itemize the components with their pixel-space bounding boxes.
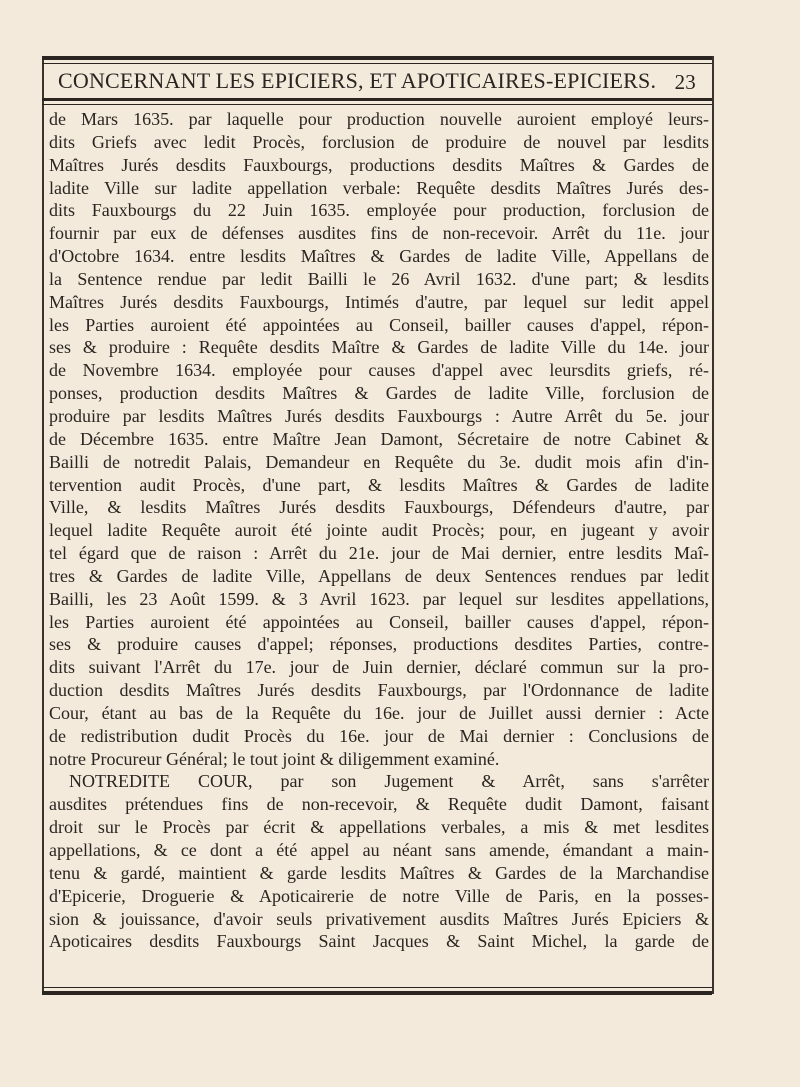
text-line: droit sur le Procès par écrit & appellations verbales, a mis & met lesdites bbox=[49, 817, 709, 838]
bottom-rule-thin bbox=[42, 987, 712, 988]
text-line: Apoticaires desdits Fauxbourgs Saint Jacques & Saint Michel, la garde de bbox=[49, 931, 709, 952]
running-head bbox=[58, 66, 698, 96]
text-line: de redistribution dudit Procès du 16e. jour de Mai dernier : Conclusions de bbox=[49, 725, 709, 746]
page-number: 23 bbox=[674, 70, 696, 94]
text-line: d'Octobre 1634. entre lesdits Maîtres & Gardes de ladite Ville, Appellans de bbox=[49, 246, 709, 267]
text-line: de Novembre 1634. employée pour causes d'appel avec leursdits griefs, ré- bbox=[49, 360, 709, 381]
text-line: les Parties auroient été appointées au Conseil, bailler causes d'appel, répon- bbox=[49, 611, 709, 632]
text-line: duction desdits Maîtres Jurés desdits Fauxbourgs, par l'Ordonnance de ladite bbox=[49, 680, 709, 701]
text-line: de Décembre 1635. entre Maître Jean Damont, Sécretaire de notre Cabinet & bbox=[49, 428, 709, 449]
text-line: les Parties auroient été appointées au Conseil, bailler causes d'appel, répon- bbox=[49, 314, 709, 335]
text-line: la Sentence rendue par ledit Bailli le 26 Avril 1632. d'une part; & lesdits bbox=[49, 268, 709, 289]
text-line: ponses, production desdits Maîtres & Gardes de ladite Ville, forclusion de bbox=[49, 383, 709, 404]
top-rule bbox=[42, 56, 712, 60]
text-line: tres & Gardes de ladite Ville, Appellans de deux Sentences rendues par ledit bbox=[49, 565, 709, 586]
top-rule-thin bbox=[42, 63, 712, 64]
text-line: dits Fauxbourgs du 22 Juin 1635. employée pour production, forclusion de bbox=[49, 200, 709, 221]
text-line: dits suivant l'Arrêt du 17e. jour de Juin dernier, déclaré commun sur la pro- bbox=[49, 657, 709, 678]
text-line: Bailli, les 23 Août 1599. & 3 Avril 1623. par lequel sur lesdites appellations, bbox=[49, 588, 709, 609]
text-line: Cour, étant au bas de la Requête du 16e. jour de Juillet aussi dernier : Acte bbox=[49, 702, 709, 723]
text-line: ses & produire causes d'appel; réponses, productions desdites Parties, contre- bbox=[49, 634, 709, 655]
text-line: fournir par eux de défenses ausdites fins de non-recevoir. Arrêt du 11e. jour bbox=[49, 223, 709, 244]
text-line-paragraph-end: notre Procureur Général; le tout joint & diligemment examiné. bbox=[49, 748, 500, 769]
text-line: Maîtres Jurés desdits Fauxbourgs, Intimés d'autre, par lequel sur ledit appel bbox=[49, 291, 709, 312]
running-head-title: CONCERNANT LES EPICIERS, ET APOTICAIRES-EPICIERS. bbox=[58, 68, 657, 93]
text-line: appellations, & ce dont a été appel au néant sans amende, émandant a main- bbox=[49, 840, 709, 860]
bottom-rule bbox=[42, 991, 712, 995]
text-line: ses & produire : Requête desdits Maître & Gardes de ladite Ville du 14e. jour bbox=[49, 337, 709, 358]
text-line: lequel ladite Requête auroit été jointe audit Procès; pour, en jugeant y avoir bbox=[49, 520, 709, 541]
header-rule-thin bbox=[42, 104, 712, 105]
text-line: ausdites prétendues fins de non-recevoir, & Requête dudit Damont, faisant bbox=[49, 794, 709, 815]
header-rule bbox=[42, 98, 712, 101]
text-line: tel égard que de raison : Arrêt du 21e. jour de Mai dernier, entre lesdits Maî- bbox=[49, 543, 709, 564]
text-line: d'Epicerie, Droguerie & Apoticairerie de notre Ville de Paris, en la posses- bbox=[49, 885, 709, 906]
text-line: Ville, & lesdits Maîtres Jurés desdits Fauxbourgs, Défendeurs d'autre, par bbox=[49, 497, 709, 518]
text-line: Maîtres Jurés desdits Fauxbourgs, productions desdits Maîtres & Gardes de bbox=[49, 154, 709, 175]
text-line-paragraph-start: NOTREDITE COUR, par son Jugement & Arrêt, sans s'arrêter bbox=[69, 771, 709, 792]
text-line: sion & jouissance, d'avoir seuls privativement ausdits Maîtres Jurés Epiciers & bbox=[49, 908, 709, 929]
text-line: ladite Ville sur ladite appellation verbale: Requête desdits Maîtres Jurés des- bbox=[49, 177, 709, 198]
body-text bbox=[49, 108, 709, 953]
text-line: produire par lesdits Maîtres Jurés desdits Fauxbourgs : Autre Arrêt du 5e. jour bbox=[49, 405, 709, 426]
text-line: de Mars 1635. par laquelle pour production nouvelle auroient employé leurs- bbox=[49, 109, 709, 129]
text-line: dits Griefs avec ledit Procès, forclusion de produire de nouvel par lesdits bbox=[49, 131, 709, 152]
text-line: tervention audit Procès, d'une part, & lesdits Maîtres & Gardes de ladite bbox=[49, 474, 709, 495]
text-line: Bailli de notredit Palais, Demandeur en Requête du 3e. dudit mois afin d'in- bbox=[49, 451, 709, 472]
text-line: tenu & gardé, maintient & garde lesdits Maîtres & Gardes de la Marchandise bbox=[49, 862, 709, 883]
